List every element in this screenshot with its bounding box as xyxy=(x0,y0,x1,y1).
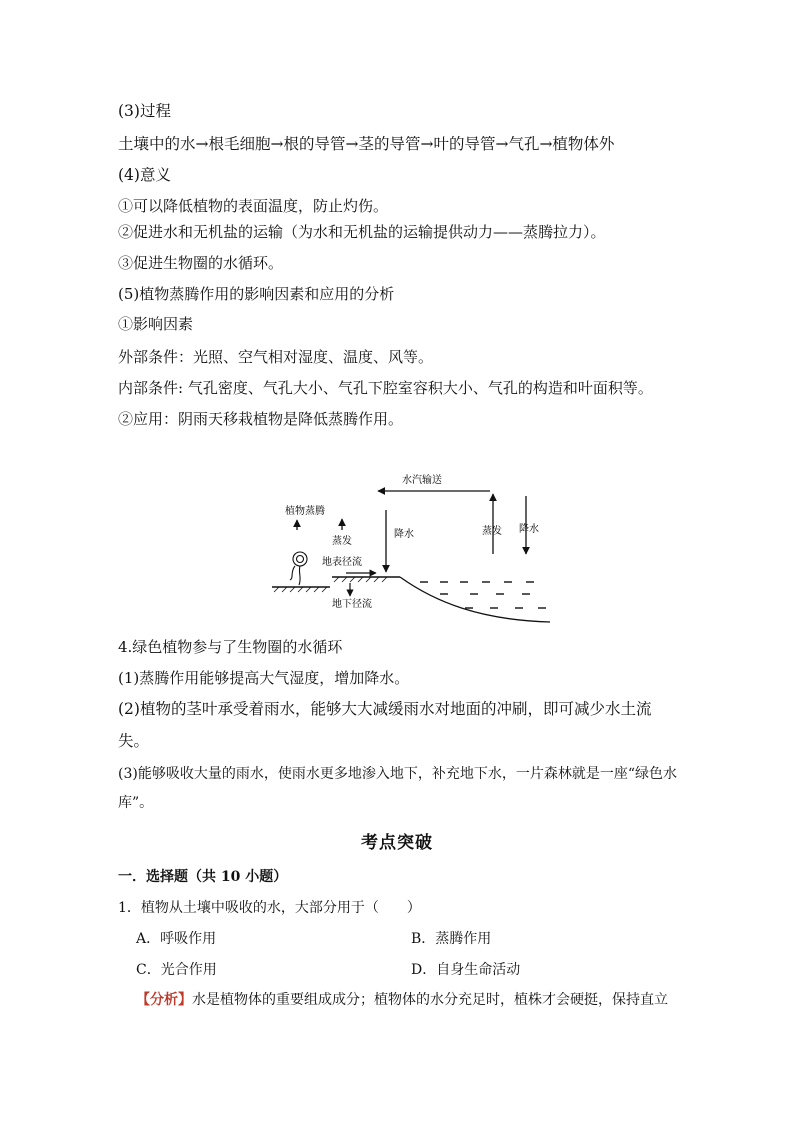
cycle-point-1: (1)蒸腾作用能够提高大气湿度，增加降水。 xyxy=(118,669,410,687)
analysis-text: 水是植物体的重要组成成分；植物体的水分充足时，植株才会硬挺，保持直立 xyxy=(192,992,668,1008)
question-stem: 1．植物从土壤中吸收的水，大部分用于（ ） xyxy=(118,900,421,916)
sea-evaporation-label: 蒸发 xyxy=(482,526,502,537)
land-evaporation-label: 蒸发 xyxy=(332,536,352,547)
heading-factors: (5)植物蒸腾作用的影响因素和应用的分析 xyxy=(118,285,395,303)
heading-process: (3)过程 xyxy=(118,102,171,120)
sea-shore xyxy=(400,577,550,622)
option-a[interactable]: A．呼吸作用 xyxy=(136,931,217,947)
option-b[interactable]: B．蒸腾作用 xyxy=(411,931,492,947)
factors-title: ①影响因素 xyxy=(118,315,194,333)
underground-runoff-label: 地下径流 xyxy=(332,599,372,610)
option-d[interactable]: D．自身生命活动 xyxy=(411,962,521,978)
water-cycle-diagram xyxy=(260,462,560,632)
significance-3: ③促进生物圈的水循环。 xyxy=(118,254,284,272)
cycle-point-3: (3)能够吸收大量的雨水，使雨水更多地渗入地下，补充地下水，一片森林就是一座“绿色水 xyxy=(118,766,677,782)
internal-conditions: 内部条件: 气孔密度、气孔大小、气孔下腔室容积大小、气孔的构造和叶面积等。 xyxy=(118,379,653,397)
plant-icon xyxy=(290,552,307,585)
cycle-point-2: (2)植物的茎叶承受着雨水，能够大大减缓雨水对地面的冲刷，即可减少水土流 xyxy=(118,700,652,718)
significance-2: ②促进水和无机盐的运输（为水和无机盐的运输提供动力——蒸腾拉力）。 xyxy=(118,223,606,241)
cycle-point-2-cont: 失。 xyxy=(118,732,150,750)
section-title: 考点突破 xyxy=(361,833,433,853)
external-conditions: 外部条件：光照、空气相对湿度、温度、风等。 xyxy=(118,348,434,366)
analysis-line xyxy=(136,990,668,1010)
analysis-tag: 【分析】 xyxy=(136,992,192,1008)
vapor-transport-label: 水汽输送 xyxy=(402,475,442,486)
cycle-point-3-cont: 库”。 xyxy=(118,795,154,811)
transpiration-label: 植物蒸腾 xyxy=(285,506,325,517)
land-precipitation-label: 降水 xyxy=(394,529,414,540)
significance-1: ①可以降低植物的表面温度，防止灼伤。 xyxy=(118,197,389,215)
heading-significance: (4)意义 xyxy=(118,166,171,184)
sea-precipitation-label: 降水 xyxy=(519,524,539,535)
cycle-heading: 4.绿色植物参与了生物圈的水循环 xyxy=(118,638,343,656)
surface-runoff-label: 地表径流 xyxy=(322,557,362,568)
application: ②应用：阴雨天移栽植物是降低蒸腾作用。 xyxy=(118,410,404,428)
option-c[interactable]: C．光合作用 xyxy=(136,962,217,978)
sea-surface xyxy=(420,582,546,608)
question-group-heading: 一．选择题（共 10 小题） xyxy=(118,869,288,885)
process-chain: 土壤中的水→根毛细胞→根的导管→茎的导管→叶的导管→气孔→植物体外 xyxy=(118,135,615,153)
